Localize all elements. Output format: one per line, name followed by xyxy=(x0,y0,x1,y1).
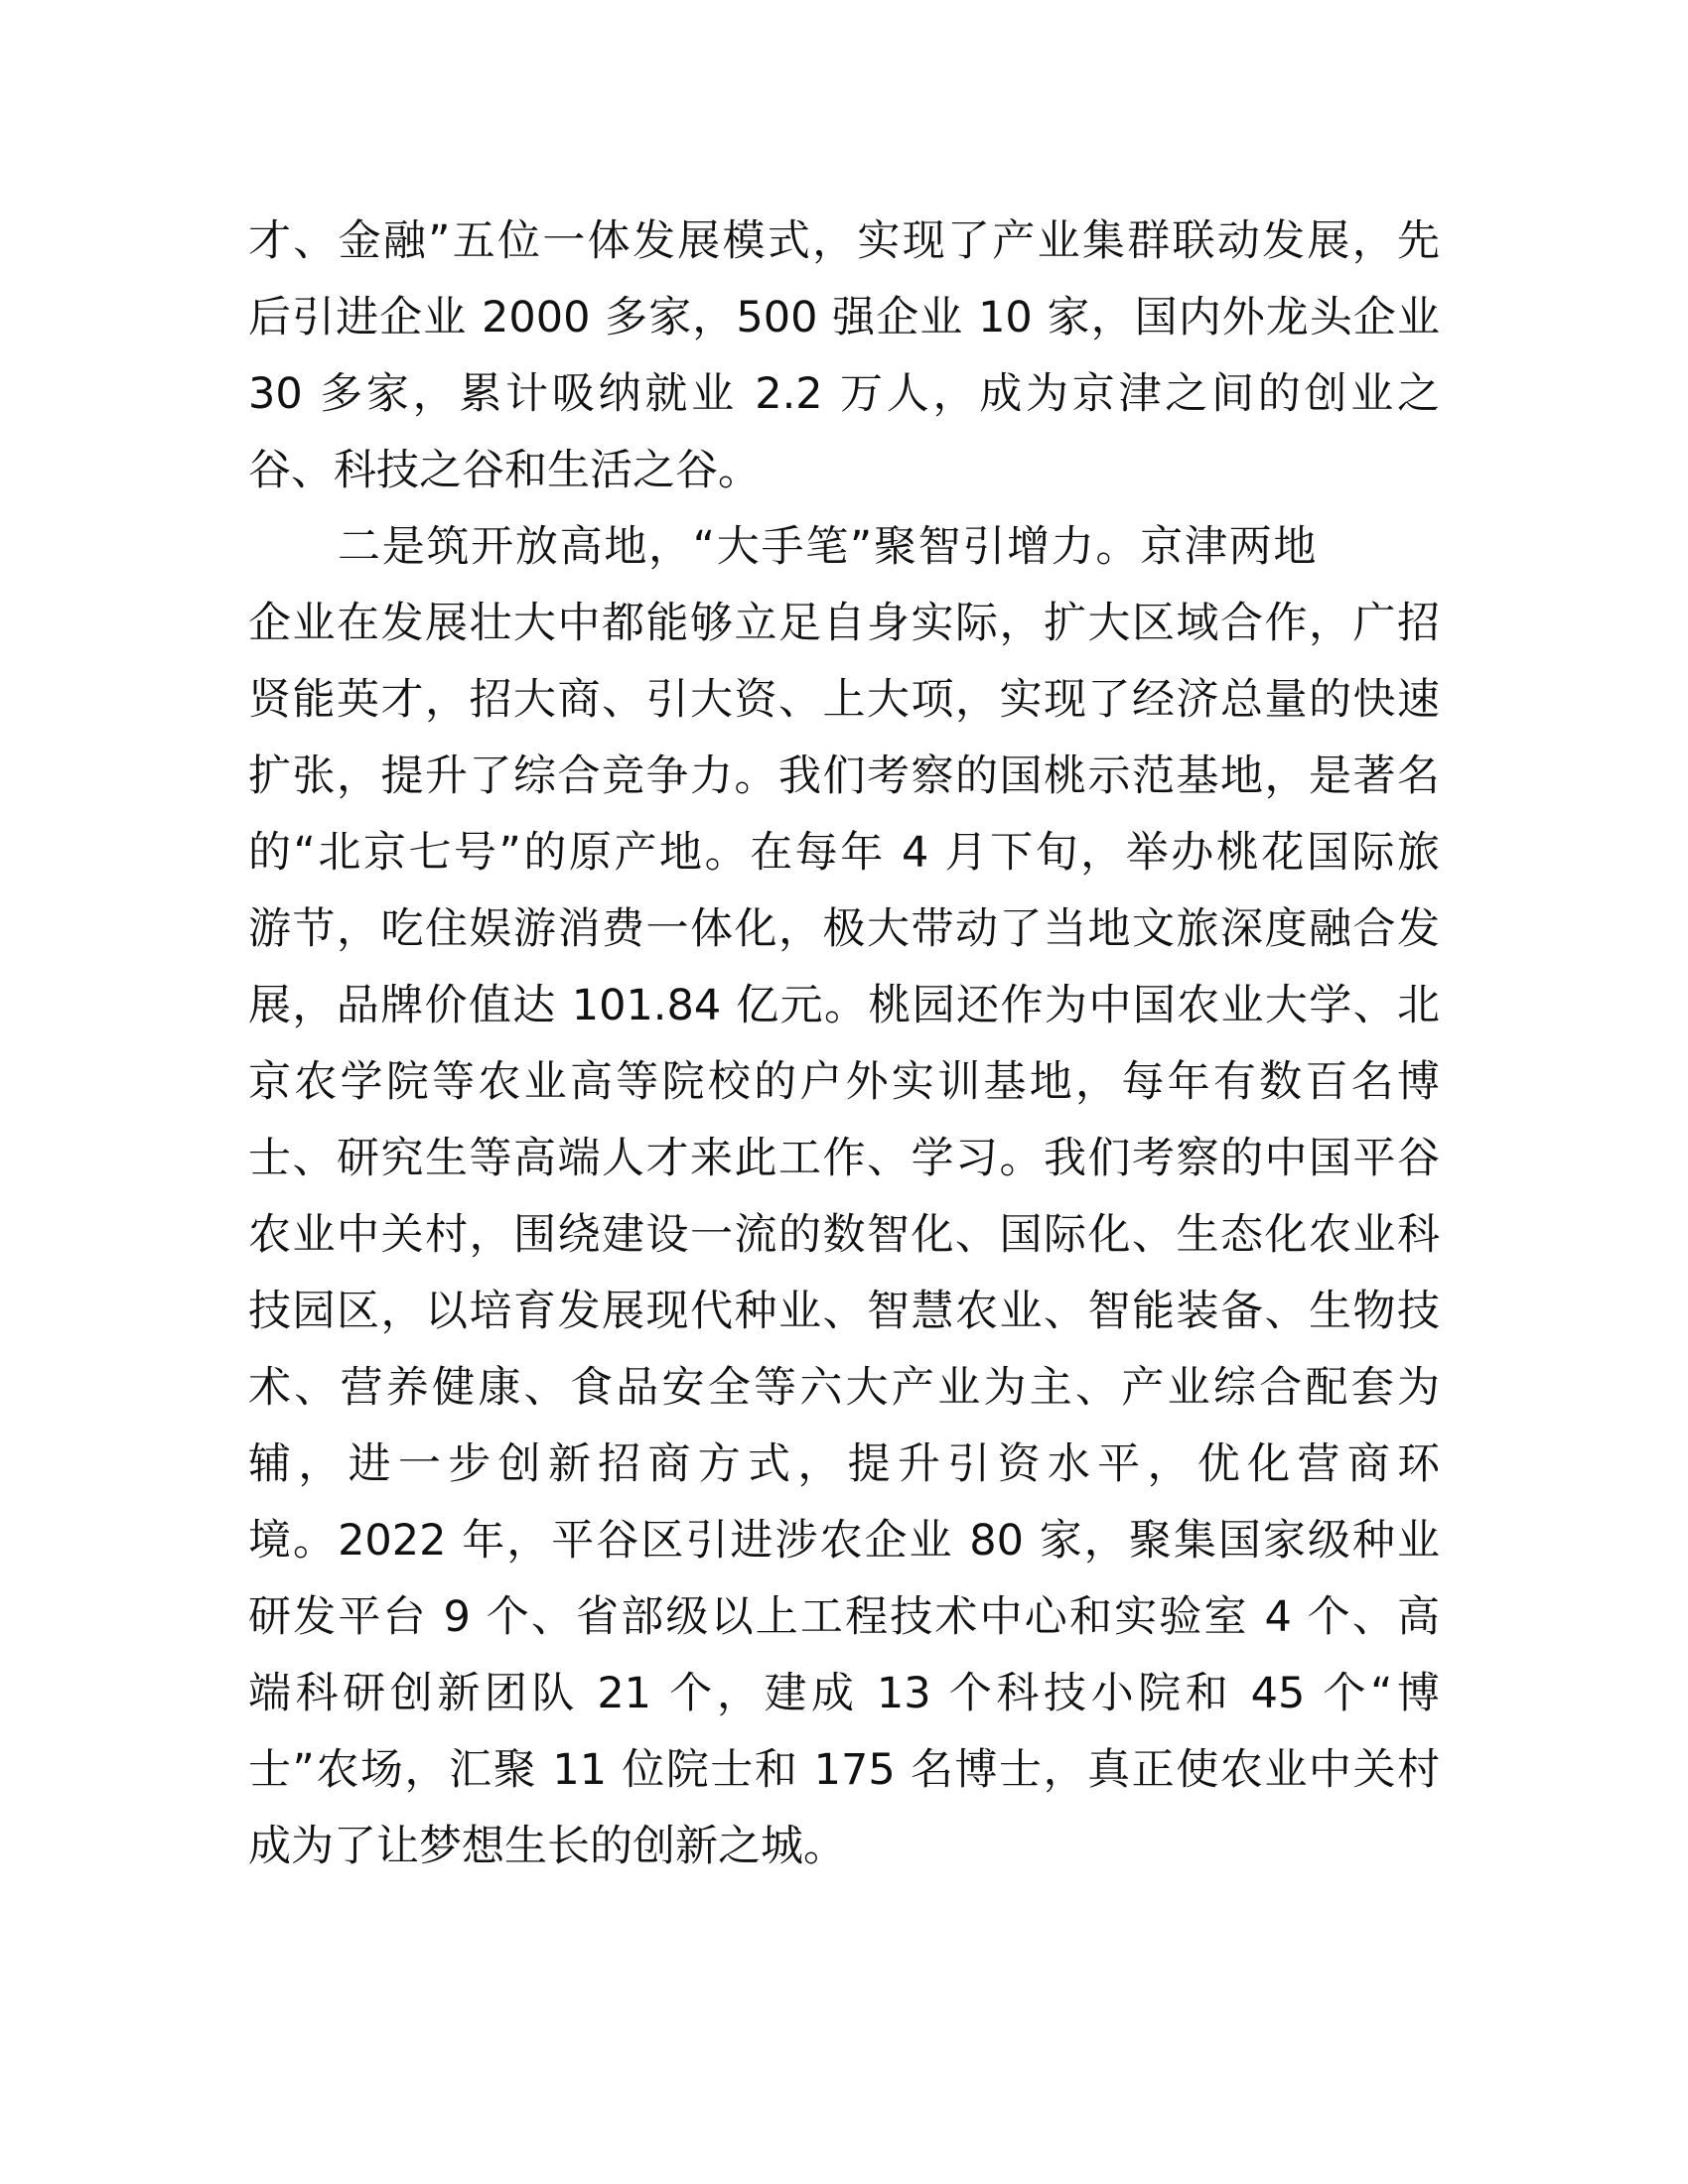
text-line: 士、研究生等高端人才来此工作、学习。我们考察的中国平谷 xyxy=(248,1134,1440,1183)
document-page xyxy=(248,204,1440,1885)
text-line: 扩张，提升了综合竞争力。我们考察的国桃示范基地，是著名 xyxy=(248,751,1440,801)
text-line: 企业在发展壮大中都能够立足自身实际，扩大区域合作，广招 xyxy=(248,599,1440,648)
text-line: 京农学院等农业高等院校的户外实训基地，每年有数百名博 xyxy=(248,1057,1440,1107)
paragraph-1 xyxy=(248,204,1440,509)
paragraph-2 xyxy=(248,509,1440,1885)
text-line: 技园区，以培育发展现代种业、智慧农业、智能装备、生物技 xyxy=(248,1287,1440,1336)
paragraph-heading-line: 二是筑开放高地，“大手笔”聚智引增力。京津两地 xyxy=(338,522,1319,572)
text-line: 展，品牌价值达 101.84 亿元。桃园还作为中国农业大学、北 xyxy=(248,981,1440,1030)
text-line: 才、金融”五位一体发展模式，实现了产业集群联动发展，先 xyxy=(248,216,1440,266)
text-line: 端科研创新团队 21 个，建成 13 个科技小院和 45 个“博 xyxy=(248,1669,1440,1718)
text-line: 游节，吃住娱游消费一体化，极大带动了当地文旅深度融合发 xyxy=(248,904,1440,954)
text-line: 术、营养健康、食品安全等六大产业为主、产业综合配套为 xyxy=(248,1363,1440,1413)
text-line: 后引进企业 2000 多家，500 强企业 10 家，国内外龙头企业 xyxy=(248,293,1440,342)
text-line: 谷、科技之谷和生活之谷。 xyxy=(248,446,761,495)
text-line: 辅，进一步创新招商方式，提升引资水平，优化营商环 xyxy=(248,1439,1440,1489)
text-line: 农业中关村，围绕建设一流的数智化、国际化、生态化农业科 xyxy=(248,1210,1440,1260)
text-line: 30 多家，累计吸纳就业 2.2 万人，成为京津之间的创业之 xyxy=(248,369,1440,419)
text-line: 士”农场，汇聚 11 位院士和 175 名博士，真正使农业中关村 xyxy=(248,1745,1440,1795)
text-line: 贤能英才，招大商、引大资、上大项，实现了经济总量的快速 xyxy=(248,675,1440,725)
text-line: 成为了让梦想生长的创新之城。 xyxy=(248,1822,846,1871)
text-line: 的“北京七号”的原产地。在每年 4 月下旬，举办桃花国际旅 xyxy=(248,828,1440,878)
text-line: 研发平台 9 个、省部级以上工程技术中心和实验室 4 个、高 xyxy=(248,1592,1440,1642)
text-line: 境。2022 年，平谷区引进涉农企业 80 家，聚集国家级种业 xyxy=(248,1516,1440,1566)
